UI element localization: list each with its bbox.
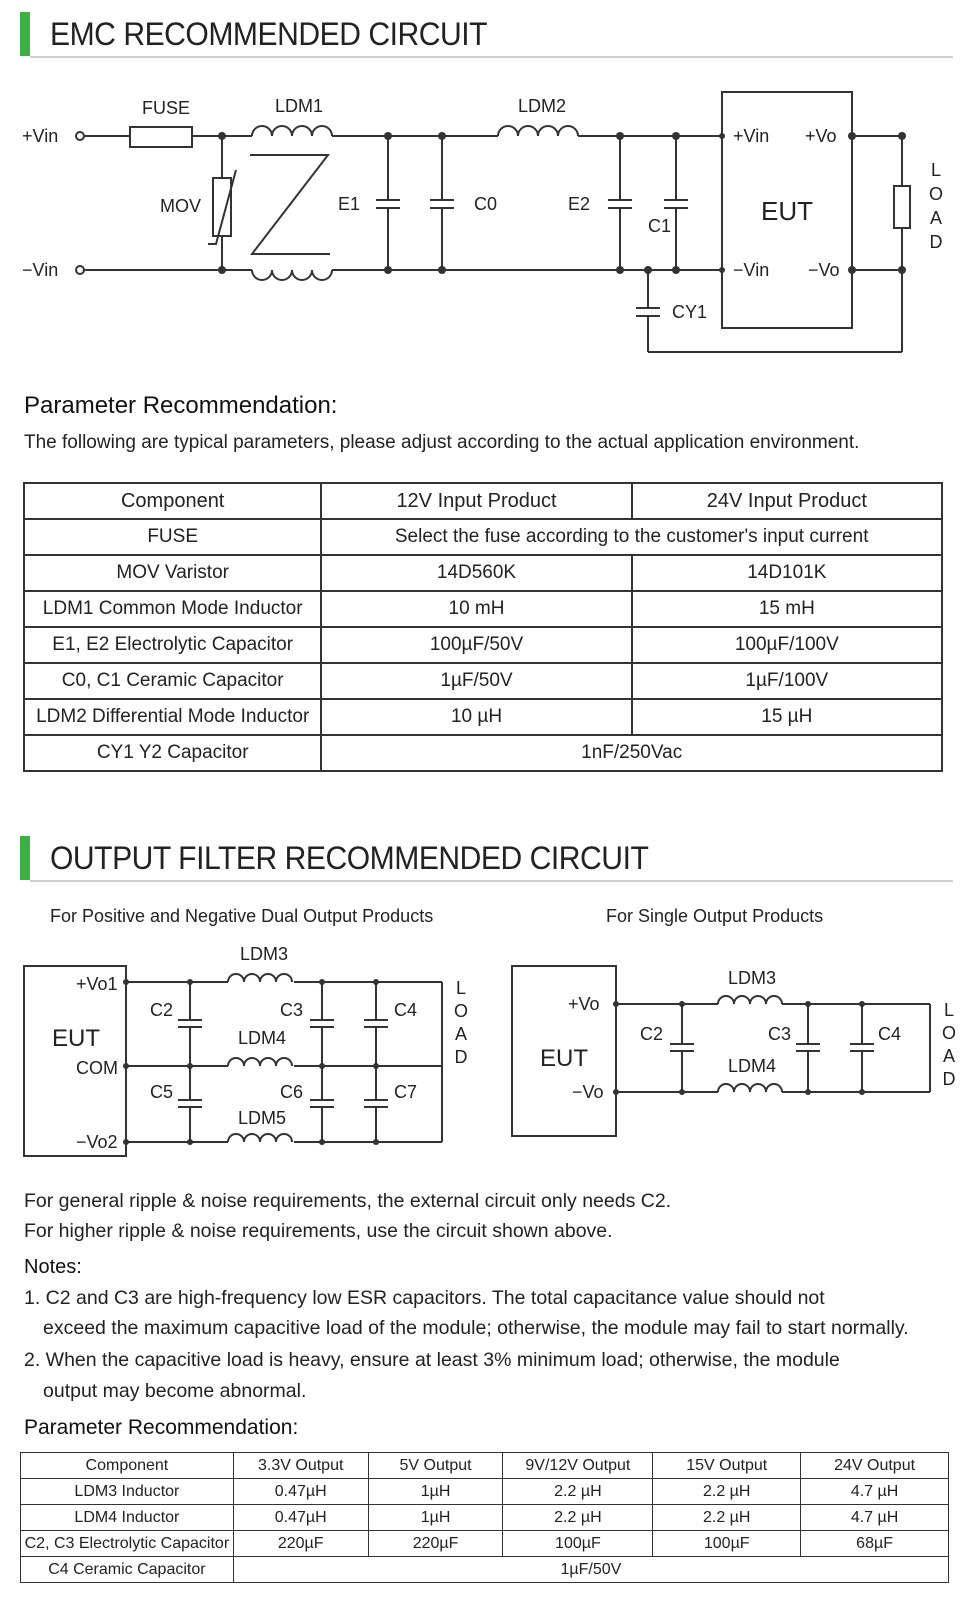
- table-cell: LDM2 Differential Mode Inductor: [24, 699, 321, 735]
- table-cell: LDM1 Common Mode Inductor: [24, 591, 321, 627]
- single-label-eut: EUT: [540, 1045, 588, 1072]
- note-2-line-2: output may become abnormal.: [43, 1380, 307, 1402]
- dual-label-com: COM: [76, 1058, 118, 1078]
- header-cell: 9V/12V Output: [503, 1453, 653, 1479]
- single-label-c2: C2: [640, 1024, 664, 1044]
- header-cell: 12V Input Product: [321, 483, 631, 519]
- output-section-title: OUTPUT FILTER RECOMMENDED CIRCUIT: [50, 840, 649, 876]
- emc-param-desc: The following are typical parameters, please adjust according to the actual application environment.: [24, 432, 860, 453]
- table-cell: 2.2 µH: [653, 1505, 801, 1531]
- table-cell: 2.2 µH: [503, 1479, 653, 1505]
- dual-label-vo1: +Vo1: [76, 974, 118, 994]
- label-fuse: FUSE: [142, 98, 191, 118]
- single-label-c4: C4: [878, 1024, 902, 1044]
- table-cell: 14D101K: [632, 555, 942, 591]
- table-cell: C2, C3 Electrolytic Capacitor: [21, 1531, 234, 1557]
- header-cell: 24V Output: [801, 1453, 949, 1479]
- note-1-line-1: 1. C2 and C3 are high-frequency low ESR capacitors. The total capacitance value should not: [24, 1287, 825, 1309]
- table-cell: 1µF/50V: [321, 663, 631, 699]
- table-cell: 10 µH: [321, 699, 631, 735]
- label-load-a: A: [929, 208, 943, 228]
- label-e1: E1: [338, 194, 361, 214]
- dual-label-c3: C3: [280, 1000, 304, 1020]
- table-header-row: [21, 1453, 949, 1479]
- table-cell: E1, E2 Electrolytic Capacitor: [24, 627, 321, 663]
- dual-label-ldm4: LDM4: [238, 1028, 287, 1048]
- table-row: [24, 663, 942, 699]
- label-vin-pos: +Vin: [22, 126, 59, 146]
- label-eut-vin-neg: −Vin: [733, 260, 770, 280]
- emc-section-title: EMC RECOMMENDED CIRCUIT: [50, 16, 488, 52]
- output-param-table: [20, 1452, 949, 1583]
- table-cell: LDM3 Inductor: [21, 1479, 234, 1505]
- single-output-caption: For Single Output Products: [606, 906, 824, 926]
- section-underline: [30, 56, 953, 58]
- table-cell: LDM4 Inductor: [21, 1505, 234, 1531]
- label-c1: C1: [648, 216, 672, 236]
- table-cell: 100µF: [653, 1531, 801, 1557]
- dual-load-a: A: [454, 1024, 468, 1044]
- table-row: [24, 555, 942, 591]
- table-cell: 2.2 µH: [503, 1505, 653, 1531]
- note-1-line-2: exceed the maximum capacitive load of the module; otherwise, the module may fail to start normally.: [43, 1317, 909, 1339]
- table-cell: 15 µH: [632, 699, 942, 735]
- table-cell: 68µF: [801, 1531, 949, 1557]
- dual-output-circuit-diagram: [0, 936, 470, 1166]
- emc-section-header: [20, 12, 953, 56]
- label-eut-vin-pos: +Vin: [733, 126, 770, 146]
- dual-label-eut: EUT: [52, 1025, 100, 1052]
- single-load-a: A: [942, 1046, 956, 1066]
- label-eut-vo-pos: +Vo: [805, 126, 837, 146]
- section-underline: [30, 880, 953, 882]
- section-accent-bar: [20, 836, 30, 880]
- table-header-row: [24, 483, 942, 519]
- table-cell: 220µF: [233, 1531, 368, 1557]
- table-cell: 1µF/50V: [233, 1557, 948, 1583]
- dual-output-caption: For Positive and Negative Dual Output Products: [50, 906, 434, 926]
- dual-label-c6: C6: [280, 1082, 304, 1102]
- table-cell: 100µF: [503, 1531, 653, 1557]
- dual-load-l: L: [455, 978, 467, 998]
- dual-label-c5: C5: [150, 1082, 174, 1102]
- table-row: [24, 627, 942, 663]
- notes-title: Notes:: [24, 1256, 82, 1278]
- table-cell: CY1 Y2 Capacitor: [24, 735, 321, 771]
- table-cell: 1µH: [368, 1505, 503, 1531]
- dual-load-d: D: [454, 1047, 468, 1067]
- dual-load-o: O: [453, 1001, 469, 1021]
- table-cell: 10 mH: [321, 591, 631, 627]
- single-load-l: L: [943, 1000, 955, 1020]
- header-cell: Component: [21, 1453, 234, 1479]
- header-cell: 24V Input Product: [632, 483, 942, 519]
- dual-label-vo2: −Vo2: [76, 1132, 118, 1152]
- table-cell: 1µH: [368, 1479, 503, 1505]
- single-label-ldm3: LDM3: [728, 968, 777, 988]
- dual-label-ldm5: LDM5: [238, 1108, 287, 1128]
- table-cell: 0.47µH: [233, 1505, 368, 1531]
- table-cell: 4.7 µH: [801, 1479, 949, 1505]
- label-vin-neg: −Vin: [22, 260, 59, 280]
- label-c0: C0: [474, 194, 498, 214]
- table-cell: C4 Ceramic Capacitor: [21, 1557, 234, 1583]
- output-param-title: Parameter Recommendation:: [24, 1416, 299, 1439]
- ripple-higher-text: For higher ripple & noise requirements, use the circuit shown above.: [24, 1220, 613, 1242]
- dual-label-c2: C2: [150, 1000, 174, 1020]
- label-cy1: CY1: [672, 302, 708, 322]
- header-cell: 5V Output: [368, 1453, 503, 1479]
- ripple-general-text: For general ripple & noise requirements, the external circuit only needs C2.: [24, 1190, 672, 1212]
- table-cell: 220µF: [368, 1531, 503, 1557]
- table-cell: 1µF/100V: [632, 663, 942, 699]
- label-ldm2: LDM2: [518, 96, 567, 116]
- single-label-vo-pos: +Vo: [568, 994, 600, 1014]
- table-cell: 15 mH: [632, 591, 942, 627]
- single-label-vo-neg: −Vo: [572, 1082, 604, 1102]
- table-cell: 100µF/100V: [632, 627, 942, 663]
- table-row: [21, 1479, 949, 1505]
- label-ldm1: LDM1: [275, 96, 324, 116]
- single-output-circuit-diagram: [500, 946, 970, 1166]
- table-cell: 2.2 µH: [653, 1479, 801, 1505]
- table-row: [24, 519, 942, 555]
- label-eut: EUT: [761, 196, 813, 226]
- header-cell: 3.3V Output: [233, 1453, 368, 1479]
- table-cell: MOV Varistor: [24, 555, 321, 591]
- header-cell: Component: [24, 483, 321, 519]
- emc-param-title: Parameter Recommendation:: [24, 392, 338, 419]
- single-label-c3: C3: [768, 1024, 792, 1044]
- table-cell: 4.7 µH: [801, 1505, 949, 1531]
- table-row: [21, 1557, 949, 1583]
- table-cell: 0.47µH: [233, 1479, 368, 1505]
- label-load-d: D: [929, 232, 943, 252]
- table-row: [21, 1531, 949, 1557]
- dual-label-c7: C7: [394, 1082, 418, 1102]
- label-eut-vo-neg: −Vo: [808, 260, 840, 280]
- single-label-ldm4: LDM4: [728, 1056, 777, 1076]
- label-load-o: O: [928, 184, 944, 204]
- table-row: [24, 699, 942, 735]
- section-accent-bar: [20, 12, 30, 56]
- label-e2: E2: [568, 194, 591, 214]
- note-2-line-1: 2. When the capacitive load is heavy, ensure at least 3% minimum load; otherwise, the module: [24, 1349, 840, 1371]
- table-cell: 1nF/250Vac: [321, 735, 942, 771]
- label-mov: MOV: [160, 196, 202, 216]
- dual-label-c4: C4: [394, 1000, 418, 1020]
- table-cell: C0, C1 Ceramic Capacitor: [24, 663, 321, 699]
- header-cell: 15V Output: [653, 1453, 801, 1479]
- table-cell: 14D560K: [321, 555, 631, 591]
- table-cell: FUSE: [24, 519, 321, 555]
- table-row: [24, 735, 942, 771]
- table-cell: 100µF/50V: [321, 627, 631, 663]
- output-section-header: [20, 836, 953, 880]
- single-load-o: O: [941, 1023, 957, 1043]
- table-row: [24, 591, 942, 627]
- table-cell: Select the fuse according to the customer's input current: [321, 519, 942, 555]
- dual-label-ldm3: LDM3: [240, 944, 289, 964]
- single-load-d: D: [942, 1069, 956, 1089]
- table-row: [21, 1505, 949, 1531]
- label-load-l: L: [930, 160, 942, 180]
- emc-param-table: [23, 482, 943, 772]
